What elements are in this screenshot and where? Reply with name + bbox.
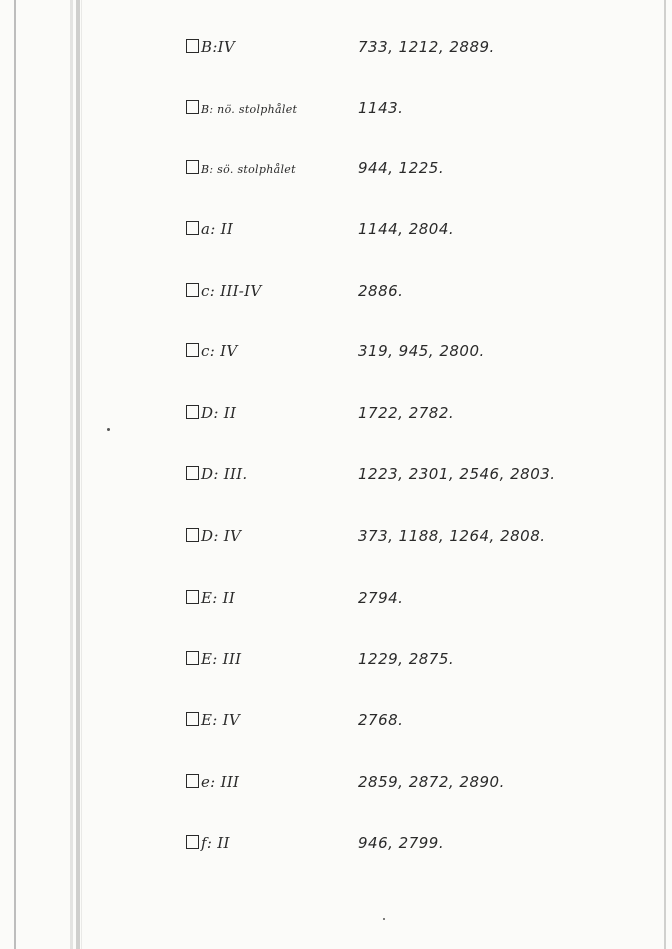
entry-label: f: II <box>186 834 230 852</box>
entry-label: B: nö. stolphålet <box>186 99 297 117</box>
square-symbol-icon <box>186 283 199 297</box>
entry-refs: 2768. <box>358 711 404 729</box>
entry-label: D: III. <box>186 465 248 483</box>
entry-label: B:IV <box>186 38 235 56</box>
entry-refs: 1143. <box>358 99 404 117</box>
entry-refs: 373, 1188, 1264, 2808. <box>358 527 546 545</box>
list-item <box>0 342 672 382</box>
entry-refs: 319, 945, 2800. <box>358 342 485 360</box>
list-item <box>0 773 672 813</box>
square-symbol-icon <box>186 221 199 235</box>
entry-label: D: II <box>186 404 236 422</box>
square-symbol-icon <box>186 590 199 604</box>
entry-label: B: sö. stolphålet <box>186 159 296 177</box>
square-symbol-icon <box>186 835 199 849</box>
list-item <box>0 99 672 139</box>
list-item <box>0 527 672 567</box>
entry-refs: 2859, 2872, 2890. <box>358 773 505 791</box>
list-item <box>0 159 672 199</box>
list-item <box>0 220 672 260</box>
entry-refs: 1223, 2301, 2546, 2803. <box>358 465 556 483</box>
square-symbol-icon <box>186 160 199 174</box>
entry-label: e: III <box>186 773 239 791</box>
list-item <box>0 711 672 751</box>
entry-refs: 944, 1225. <box>358 159 445 177</box>
entry-label: D: IV <box>186 527 241 545</box>
list-item <box>0 38 672 78</box>
square-symbol-icon <box>186 343 199 357</box>
entry-label: c: III-IV <box>186 282 262 300</box>
entry-refs: 946, 2799. <box>358 834 445 852</box>
list-item <box>0 404 672 444</box>
entry-refs: 1722, 2782. <box>358 404 455 422</box>
list-item <box>0 650 672 690</box>
square-symbol-icon <box>186 528 199 542</box>
square-symbol-icon <box>186 774 199 788</box>
square-symbol-icon <box>186 466 199 480</box>
list-item <box>0 282 672 322</box>
entry-label: a: II <box>186 220 233 238</box>
list-item <box>0 589 672 629</box>
square-symbol-icon <box>186 39 199 53</box>
scan-speck <box>383 918 385 920</box>
square-symbol-icon <box>186 651 199 665</box>
entry-label: E: IV <box>186 711 240 729</box>
list-item <box>0 834 672 874</box>
entry-refs: 1144, 2804. <box>358 220 455 238</box>
square-symbol-icon <box>186 712 199 726</box>
square-symbol-icon <box>186 100 199 114</box>
entry-refs: 2794. <box>358 589 404 607</box>
square-symbol-icon <box>186 405 199 419</box>
list-item <box>0 465 672 505</box>
entry-label: E: III <box>186 650 241 668</box>
entry-label: E: II <box>186 589 235 607</box>
entry-label: c: IV <box>186 342 237 360</box>
entry-refs: 2886. <box>358 282 404 300</box>
entry-refs: 733, 1212, 2889. <box>358 38 495 56</box>
entry-refs: 1229, 2875. <box>358 650 455 668</box>
